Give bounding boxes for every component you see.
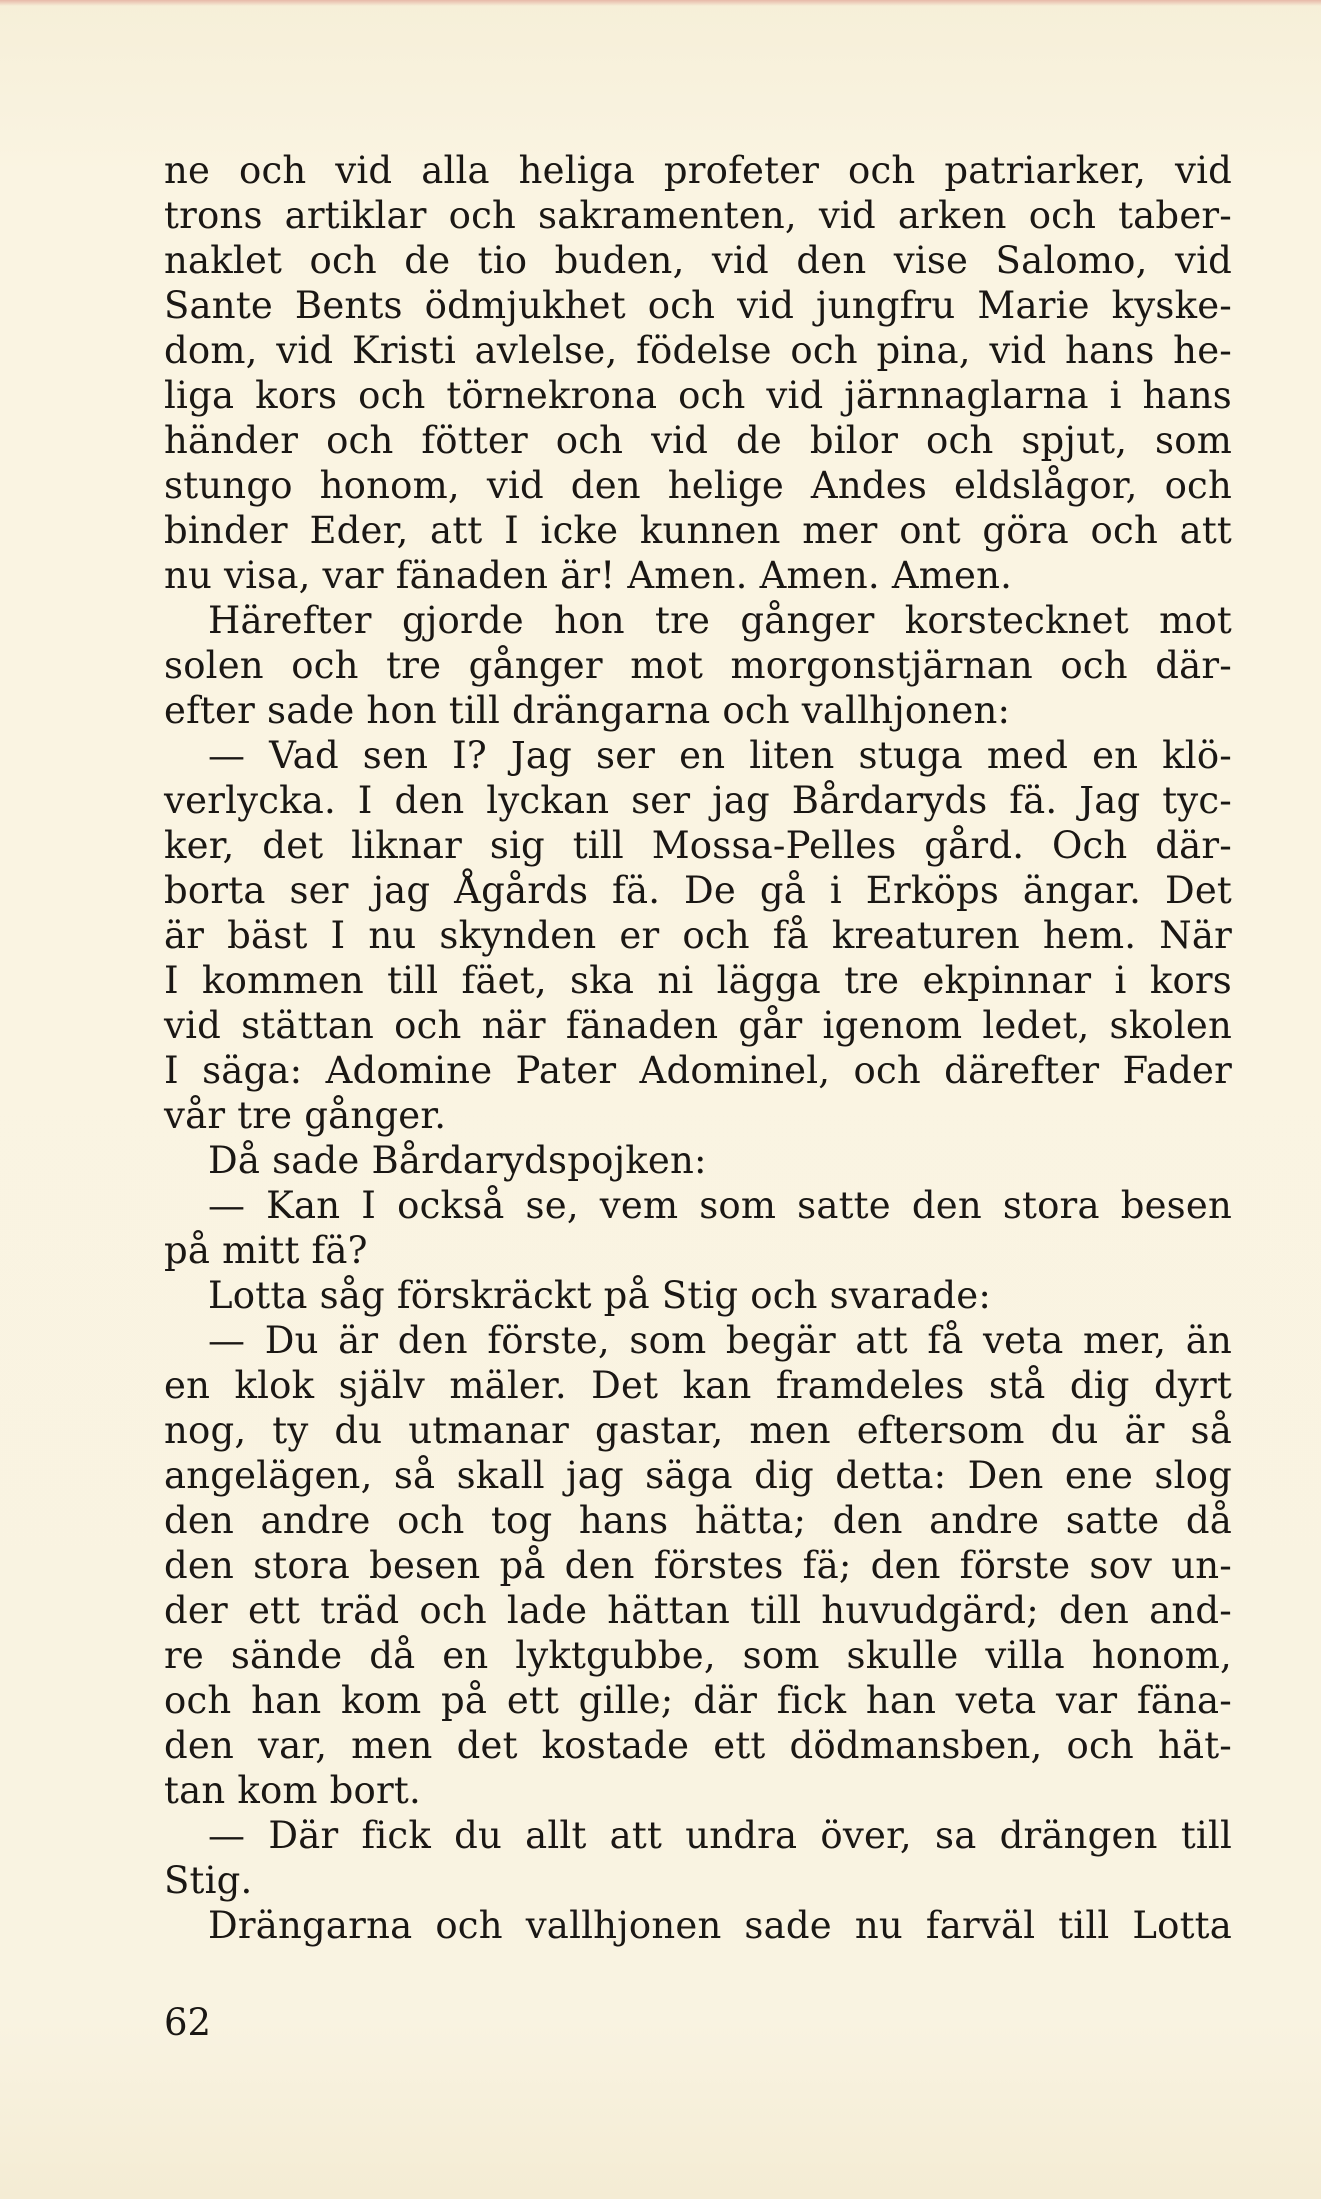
- text-line: en klok själv mäler. Det kan framdeles stå dig dyrt: [164, 1364, 1232, 1407]
- text-line: Då sade Bårdarydspojken:: [208, 1139, 707, 1182]
- text-line: I kommen till fäet, ska ni lägga tre ekpinnar i kors: [164, 959, 1232, 1002]
- text-line: trons artiklar och sakramenten, vid arken och taber-: [164, 194, 1232, 237]
- text-line: nu visa, var fänaden är! Amen. Amen. Amen.: [164, 554, 1013, 597]
- text-line: är bäst I nu skynden er och få kreaturen hem. När: [164, 914, 1232, 957]
- text-line: dom, vid Kristi avlelse, födelse och pina, vid hans he-: [164, 329, 1232, 372]
- text-line: händer och fötter och vid de bilor och spjut, som: [164, 419, 1232, 462]
- text-line: der ett träd och lade hättan till huvudgärd; den and-: [164, 1589, 1232, 1632]
- page-number: 62: [164, 2001, 212, 2044]
- text-line: efter sade hon till drängarna och vallhjonen:: [164, 689, 1011, 732]
- text-line: verlycka. I den lyckan ser jag Bårdaryds fä. Jag tyc-: [164, 779, 1232, 822]
- text-line: — Vad sen I? Jag ser en liten stuga med en klö-: [208, 734, 1232, 777]
- text-line: Sante Bents ödmjukhet och vid jungfru Marie kyske-: [164, 284, 1232, 327]
- text-line: Drängarna och vallhjonen sade nu farväl till Lotta: [208, 1904, 1232, 1947]
- text-line: Härefter gjorde hon tre gånger korstecknet mot: [208, 599, 1232, 642]
- page-edge: [0, 0, 1321, 6]
- text-line: vår tre gånger.: [164, 1094, 447, 1137]
- text-line: nog, ty du utmanar gastar, men eftersom du är så: [164, 1409, 1232, 1452]
- text-line: — Kan I också se, vem som satte den stora besen: [208, 1184, 1232, 1227]
- text-line: naklet och de tio buden, vid den vise Salomo, vid: [164, 239, 1232, 282]
- text-line: Stig.: [164, 1859, 253, 1902]
- text-line: den stora besen på den förstes fä; den förste sov un-: [164, 1544, 1232, 1587]
- text-line: den var, men det kostade ett dödmansben, och hät-: [164, 1724, 1232, 1767]
- text-line: re sände då en lyktgubbe, som skulle villa honom,: [164, 1634, 1232, 1677]
- text-line: liga kors och törnekrona och vid järnnaglarna i hans: [164, 374, 1232, 417]
- text-line: borta ser jag Ågårds fä. De gå i Erköps ängar. Det: [164, 869, 1232, 912]
- text-line: ker, det liknar sig till Mossa-Pelles gård. Och där-: [164, 824, 1232, 867]
- text-line: — Där fick du allt att undra över, sa drängen till: [208, 1814, 1232, 1857]
- text-line: på mitt fä?: [164, 1229, 368, 1272]
- text-line: den andre och tog hans hätta; den andre satte då: [164, 1499, 1232, 1542]
- text-line: I säga: Adomine Pater Adominel, och därefter Fader: [164, 1049, 1232, 1092]
- text-line: binder Eder, att I icke kunnen mer ont göra och att: [164, 509, 1232, 552]
- text-line: Lotta såg förskräckt på Stig och svarade:: [208, 1274, 992, 1317]
- text-line: ne och vid alla heliga profeter och patriarker, vid: [164, 149, 1232, 192]
- text-line: och han kom på ett gille; där fick han veta var fäna-: [164, 1679, 1232, 1722]
- text-line: stungo honom, vid den helige Andes eldslågor, och: [164, 464, 1232, 507]
- body-text: [164, 148, 1232, 1948]
- text-line: angelägen, så skall jag säga dig detta: Den ene slog: [164, 1454, 1232, 1497]
- text-line: vid stättan och när fänaden går igenom ledet, skolen: [164, 1004, 1232, 1047]
- text-line: tan kom bort.: [164, 1769, 421, 1812]
- text-line: — Du är den förste, som begär att få veta mer, än: [208, 1319, 1232, 1362]
- text-line: solen och tre gånger mot morgonstjärnan och där-: [164, 644, 1232, 687]
